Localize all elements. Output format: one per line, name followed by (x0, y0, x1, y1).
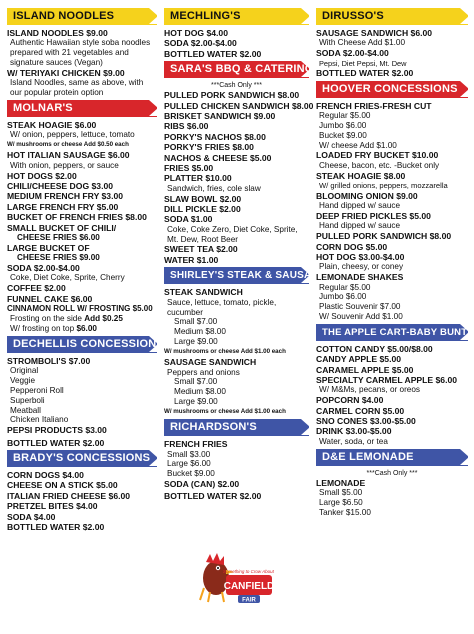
size-option: Jumbo $6.00 (319, 121, 367, 131)
item-description: Coke, Diet Coke, Sprite, Cherry (10, 273, 125, 283)
cash-only-note: ***Cash Only *** (211, 82, 262, 90)
option: Pepperoni Roll (10, 386, 64, 396)
menu-item: MEDIUM FRENCH FRY $3.00 (7, 191, 124, 202)
menu-item: CHEESE ON A STICK $5.00 (7, 480, 118, 491)
menu-item: BOTTLED WATER $2.00 (164, 491, 262, 502)
svg-text:FAIR: FAIR (242, 597, 256, 604)
menu-item: ITALIAN FRIED CHEESE $6.00 (7, 490, 131, 501)
menu-item: W/ TERIYAKI CHICKEN $9.00 (7, 67, 125, 78)
menu-item: STEAK SANDWICH (164, 287, 243, 298)
menu-item: DILL PICKLE $2.00 (164, 204, 241, 215)
option: Meatball (10, 405, 41, 415)
svg-text:Something to Crow About!: Something to Crow About! (222, 569, 274, 574)
cinnamon-price2: $6.00 (76, 324, 97, 334)
item-description: Pepsi, Diet Pepsi, Mt. Dew (319, 58, 407, 68)
menu-item: BRISKET SANDWICH $9.00 (164, 111, 276, 122)
menu-item: PULLED PORK SANDWICH $8.00 (316, 231, 452, 242)
richardsons-banner: RICHARDSON'S (164, 419, 309, 436)
column-right (316, 6, 474, 517)
item-description (7, 314, 157, 324)
dechellis-banner: DECHELLIS CONCESSIONS (7, 336, 157, 353)
menu-item: LEMONADE (316, 477, 366, 488)
apple-cart-banner: THE APPLE CART-BABY BUNTS (316, 324, 468, 341)
item-description: W/ onion, peppers, lettuce, tomato (10, 130, 135, 140)
option: Chicken Italiano (10, 415, 69, 425)
option: Veggie (10, 376, 36, 386)
menu-item: SODA $2.00-$4.00 (164, 38, 237, 49)
menu-item: PEPSI PRODUCTS $3.00 (7, 425, 107, 436)
bradys-banner: BRADY'S CONCESSIONS (7, 450, 157, 467)
menu-item: SAUSAGE SANDWICH (164, 357, 257, 368)
menu-item: HOT DOG $4.00 (164, 28, 228, 38)
item-description: W/ cheese Add $1.00 (319, 140, 397, 150)
menu-item: SODA $2.00-$4.00 (7, 263, 80, 274)
menu-item: STEAK HOAGIE $6.00 (7, 119, 97, 130)
menu-item: PORKY'S NACHOS $8.00 (164, 131, 266, 142)
menu-item: HOT DOGS $2.00 (7, 170, 77, 181)
size-option: Regular $5.00 (319, 111, 371, 121)
item-description: W/ grilled onions, peppers, mozzarella (319, 181, 448, 191)
item-note: W/ mushrooms or cheese Add $1.00 each (164, 347, 286, 355)
menu-item: ISLAND NOODLES $9.00 (7, 28, 108, 38)
menu-item: BOTTLED WATER $2.00 (164, 48, 262, 59)
menu-item: PLATTER $10.00 (164, 173, 232, 184)
menu-item: LARGE BUCKET OF (7, 242, 90, 253)
menu-item: SNO CONES $3.00-$5.00 (316, 416, 416, 427)
item-description: Cheese, bacon, etc. -Bucket only (319, 160, 440, 170)
size-option: Bucket $9.00 (319, 130, 367, 140)
canfield-fair-logo (196, 548, 274, 604)
menu-item: FRENCH FRIES (164, 439, 228, 450)
menu-item: CORN DOGS $4.00 (7, 470, 84, 481)
menu-item: WATER $1.00 (164, 254, 219, 265)
menu-item: DEEP FRIED PICKLES $5.00 (316, 211, 431, 222)
menu-item: STEAK HOAGIE $8.00 (316, 170, 406, 181)
menu-item: BOTTLED WATER $2.00 (7, 437, 105, 448)
menu-item: SAUSAGE SANDWICH $6.00 (316, 28, 433, 38)
menu-item: FRENCH FRIES-FRESH CUT (316, 100, 432, 111)
item-description: Plain, cheesy, or coney (319, 262, 404, 272)
item-description (7, 324, 157, 334)
island-noodles-banner: ISLAND NOODLES (7, 8, 157, 25)
option: Superboli (10, 395, 45, 405)
menu-item: SODA $2.00-$4.00 (316, 48, 389, 59)
size-option: Small $7.00 (174, 377, 218, 387)
size-option: Small $5.00 (319, 488, 363, 498)
size-option: Plastic Souvenir $7.00 (319, 302, 401, 312)
mechlings-banner: MECHLING'S (164, 8, 309, 25)
menu-item: BOTTLED WATER $2.00 (316, 68, 414, 79)
menu-item: BOTTLED WATER $2.00 (7, 522, 105, 533)
menu-item: SODA $1.00 (164, 214, 213, 225)
hoover-banner: HOOVER CONCESSIONS (316, 81, 468, 98)
item-description: W/ M&Ms, pecans, or oreos (319, 385, 421, 395)
menu-item: CINNAMON ROLL W/ FROSTING $5.00 (7, 304, 153, 314)
menu-item: STROMBOLI'S $7.00 (7, 356, 91, 367)
menu-item: BLOOMING ONION $9.00 (316, 190, 418, 201)
menu-item: SODA (CAN) $2.00 (164, 478, 240, 489)
column-left (7, 6, 164, 533)
menu-item: LEMONADE SHAKES (316, 272, 404, 283)
menu-item: COFFEE $2.00 (7, 283, 66, 294)
size-option: Jumbo $6.00 (319, 292, 367, 302)
menu-item: LARGE FRENCH FRY $5.00 (7, 201, 119, 212)
menu-item: CANDY APPLE $5.00 (316, 354, 402, 365)
menu-item: CHEESE FRIES $6.00 (17, 233, 100, 243)
item-description: W/ Souvenir Add $1.00 (319, 312, 403, 322)
item-description: Coke, Coke Zero, Diet Coke, Sprite, Mt. Dew, Root Beer (167, 224, 298, 244)
rooster-icon (196, 548, 274, 604)
item-description: With onion, peppers, or sauce (10, 160, 119, 170)
menu-item: POPCORN $4.00 (316, 395, 384, 406)
menu-item: LOADED FRY BUCKET $10.00 (316, 150, 439, 161)
size-option: Large $9.00 (174, 396, 218, 406)
cash-only-note: ***Cash Only *** (366, 469, 418, 477)
item-description: Sandwich, fries, cole slaw (167, 183, 261, 193)
item-description: Water, soda, or tea (319, 436, 388, 446)
size-option: Small $3.00 (167, 449, 211, 459)
menu-item: PULLED CHICKEN SANDWICH $8.00 (164, 100, 314, 111)
menu-item: SPECIALTY CARMEL APPLE $6.00 (316, 375, 458, 386)
saras-banner: SARA'S BBQ & CATERING (164, 61, 309, 78)
menu-item: SODA $4.00 (7, 511, 56, 522)
dne-lemonade-banner: D&E LEMONADE (316, 449, 468, 466)
menu-item: NACHOS & CHEESE $5.00 (164, 152, 272, 163)
menu-item: RIBS $6.00 (164, 121, 209, 132)
menu-item: FUNNEL CAKE $6.00 (7, 293, 93, 304)
menu-item: BUCKET OF FRENCH FRIES $8.00 (7, 212, 147, 223)
size-option: Medium $8.00 (174, 327, 226, 337)
menu-item: COTTON CANDY $5.00/$8.00 (316, 343, 433, 354)
item-description: Peppers and onions (167, 367, 240, 377)
size-option: Bucket $9.00 (167, 469, 215, 479)
column-middle (164, 6, 327, 502)
item-description: Hand dipped w/ sauce (319, 201, 401, 211)
menu-item: CHILI/CHEESE DOG $3.00 (7, 181, 114, 192)
item-description: Hand dipped w/ sauce (319, 221, 401, 231)
menu-item: PRETZEL BITES $4.00 (7, 501, 98, 512)
menu-item: SLAW BOWL $2.00 (164, 193, 242, 204)
menu-item: CORN DOG $5.00 (316, 241, 388, 252)
menu-item: CHEESE FRIES $9.00 (17, 253, 100, 263)
cinnamon-desc2: W/ frosting on top (10, 324, 75, 334)
menu-item: FRIES $5.00 (164, 163, 214, 174)
item-description: Authentic Hawaiian style soba noodles prepared with 21 vegetables and signature sauces (Vegan) (10, 38, 151, 67)
item-description: Island Noodles, same as above, with our popular protein option (10, 78, 144, 97)
size-option: Large $6.50 (319, 497, 363, 507)
menu-item: HOT DOG $3.00-$4.00 (316, 252, 405, 263)
menu-item: SMALL BUCKET OF CHILI/ (7, 222, 117, 233)
item-description: With Cheese Add $1.00 (319, 38, 406, 48)
item-note: W/ mushrooms or cheese Add $1.00 each (164, 407, 286, 415)
size-option: Medium $8.00 (174, 387, 226, 397)
menu-item: SWEET TEA $2.00 (164, 244, 238, 255)
menu-item: PORKY'S FRIES $8.00 (164, 142, 254, 153)
shirleys-banner: SHIRLEY'S STEAK & SAUSAGE (164, 267, 309, 284)
cinnamon-desc: Frosting on the side (10, 314, 82, 324)
menu-item: CARAMEL APPLE $5.00 (316, 364, 414, 375)
molnars-banner: MOLNAR'S (7, 100, 157, 117)
menu-item: HOT ITALIAN SAUSAGE $6.00 (7, 150, 130, 161)
item-note: W/ mushrooms or cheese Add $0.50 each (7, 141, 129, 148)
size-option: Regular $5.00 (319, 282, 371, 292)
size-option: Large $6.00 (167, 459, 211, 469)
size-option: Large $9.00 (174, 336, 218, 346)
menu-item: DRINK $3.00-$5.00 (316, 426, 392, 437)
option: Original (10, 366, 39, 376)
item-description: Sauce, lettuce, tomato, pickle, cucumber (167, 297, 277, 317)
cinnamon-add: Add $0.25 (84, 314, 123, 324)
size-option: Tanker $15.00 (319, 507, 371, 517)
size-option: Small $7.00 (174, 317, 218, 327)
dirusso-banner: DIRUSSO'S (316, 8, 468, 25)
svg-text:CANFIELD: CANFIELD (223, 581, 274, 592)
menu-item: CARMEL CORN $5.00 (316, 405, 405, 416)
menu-item: PULLED PORK SANDWICH $8.00 (164, 90, 300, 101)
